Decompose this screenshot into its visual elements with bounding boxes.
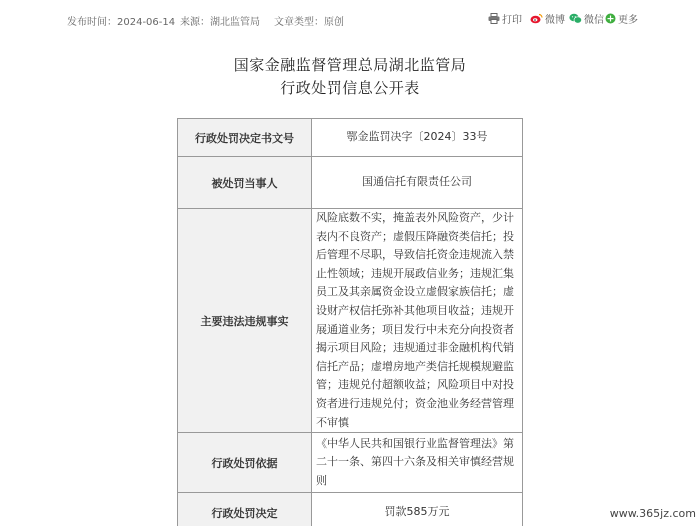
page-title-line2: 行政处罚信息公开表: [280, 79, 420, 97]
weibo-label: 微博: [545, 15, 565, 26]
row-label: 行政处罚决定书文号: [178, 119, 312, 157]
table-row-decision: [178, 493, 523, 526]
table-row-violations: [178, 209, 523, 433]
row-label: 主要违法违规事实: [178, 209, 312, 433]
publish-time: 发布时间：2024-06-14: [67, 17, 176, 28]
article-meta-bar: [0, 0, 700, 36]
row-value: 风险底数不实，掩盖表外风险资产，少计表内不良资产；虚假压降融资类信托；投后管理不尽职，导致信托资金违规流入禁止性领域；违规开展政信业务；违规汇集员工及其亲属资金设立虚假家族信托；虚设财产权信托弥补其他项目收益；违规开展通道业务；项目发行中未充分向投资者揭示项目风险；违规通过非金融机构代销信托产品；虚增房地产类信托规模规避监管；违规兑付超额收益；风险项目中对投资者进行违规兑付；资金池业务经营管理不审慎: [312, 209, 523, 433]
wechat-share-button[interactable]: [569, 11, 604, 26]
wechat-icon: [569, 13, 582, 24]
row-value: 国通信托有限责任公司: [312, 157, 523, 209]
row-value: 《中华人民共和国银行业监督管理法》第二十一条、第四十六条及相关审慎经营规则: [312, 433, 523, 493]
plus-circle-icon: [605, 13, 616, 24]
penalty-info-table: [177, 118, 523, 526]
row-value: 罚款585万元: [312, 493, 523, 526]
source: 来源：湖北监管局: [180, 17, 260, 28]
wechat-label: 微信: [584, 15, 604, 26]
article-type: 文章类型：原创: [274, 17, 344, 28]
row-label: 行政处罚依据: [178, 433, 312, 493]
row-label: 被处罚当事人: [178, 157, 312, 209]
table-row-decision-number: [178, 119, 523, 157]
more-label: 更多: [618, 15, 638, 26]
page-title-line1: 国家金融监督管理总局湖北监管局: [233, 56, 467, 74]
weibo-icon: [530, 13, 543, 24]
print-label: 打印: [502, 15, 522, 26]
site-watermark: www.365jz.com: [609, 507, 696, 520]
table-row-party: [178, 157, 523, 209]
weibo-share-button[interactable]: [530, 11, 565, 26]
printer-icon: [488, 13, 500, 24]
print-button[interactable]: [488, 11, 522, 26]
row-value: 鄂金监罚决字〔2024〕33号: [312, 119, 523, 157]
more-share-button[interactable]: [605, 11, 638, 26]
row-label: 行政处罚决定: [178, 493, 312, 526]
table-row-legal-basis: [178, 433, 523, 493]
